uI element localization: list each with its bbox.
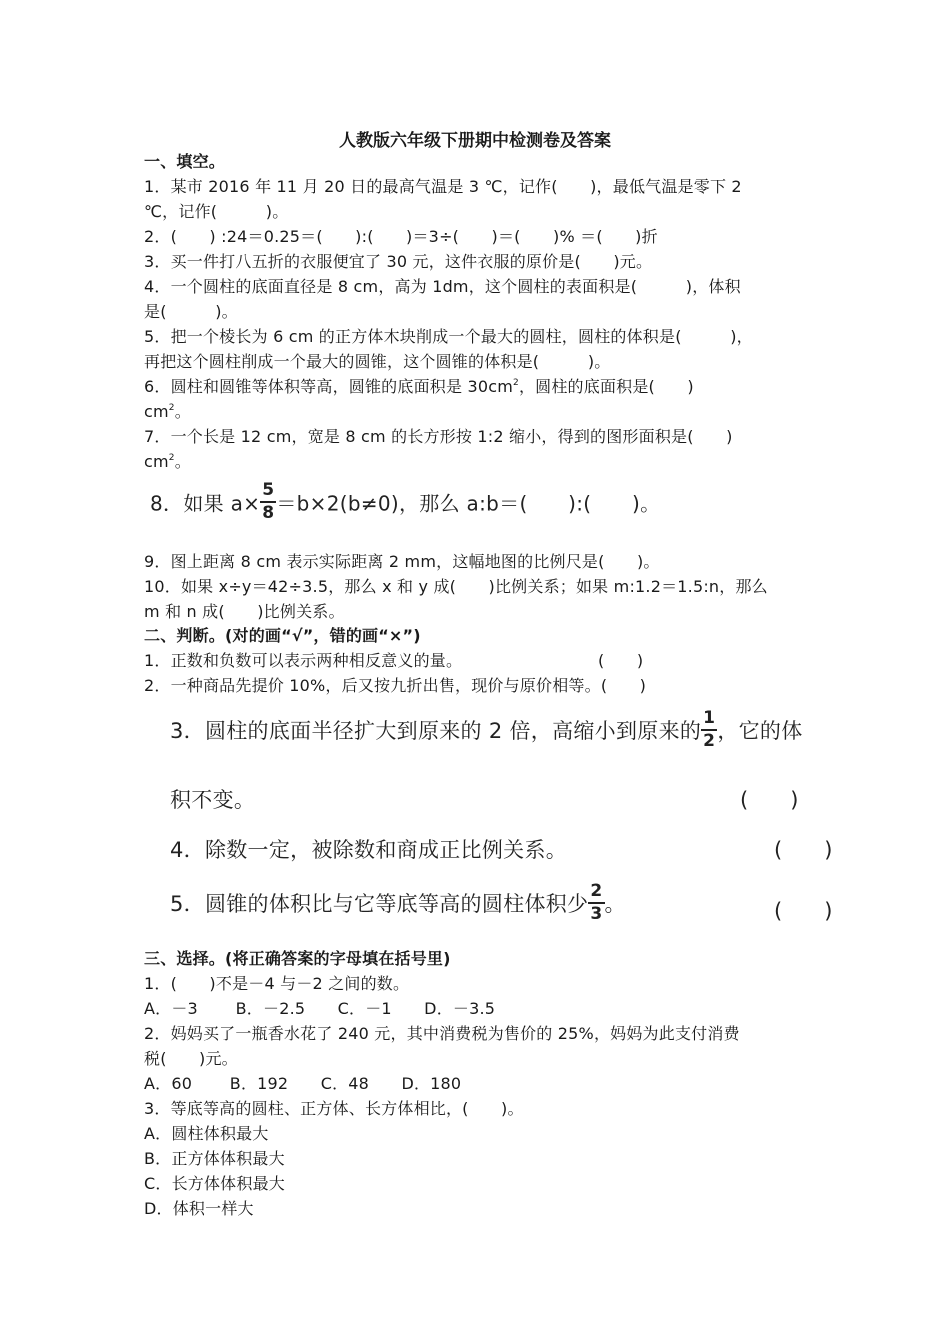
s3-line-5: A．60 B．192 C．48 D．180 (144, 1074, 462, 1093)
q5-frac-num: 2 (588, 883, 604, 904)
section3-heading: 三、选择。(将正确答案的字母填在括号里) (144, 949, 451, 968)
s2-q2: 2．一种商品先提价 10%，后又按九折出售，现价与原价相等。( ) (144, 676, 647, 695)
q8-fraction (260, 482, 276, 522)
q5-frac-den: 3 (590, 904, 603, 924)
s3-line-4: 税( )元。 (144, 1049, 238, 1068)
s1-q9: 9．图上距离 8 cm 表示实际距离 2 mm，这幅地图的比例尺是( )。 (144, 552, 660, 571)
s3-line-2: A．－3 B．－2.5 C．－1 D．－3.5 (144, 999, 496, 1018)
s2-q3-paren: ( ) (740, 788, 799, 812)
section2-heading: 二、判断。(对的画“√”，错的画“×”) (144, 626, 421, 645)
s1-q7-line2 (144, 450, 191, 474)
s1-line-4: 3．买一件打八五折的衣服便宜了 30 元，这件衣服的原价是( )元。 (144, 252, 653, 271)
s1-line-3: 2．( ) :24＝0.25＝( ):( )＝3÷( )＝( )% ＝( )折 (144, 227, 658, 246)
s1-line-5: 4．一个圆柱的底面直径是 8 cm，高为 1dm，这个圆柱的表面积是( )，体积 (144, 277, 741, 296)
q5-fraction (588, 883, 604, 923)
s1-q10-line2: m 和 n 成( )比例关系。 (144, 602, 345, 621)
s3-line-7: A．圆柱体积最大 (144, 1124, 269, 1143)
s1-line-8: 再把这个圆柱削成一个最大的圆锥，这个圆锥的体积是( )。 (144, 352, 611, 371)
s2-q3-line2: 积不变。 (170, 788, 256, 812)
q5-suffix: 。 (604, 892, 626, 916)
s1-q7-line1: 7．一个长是 12 cm，宽是 8 cm 的长方形按 1:2 缩小，得到的图形面积是( ) (144, 427, 733, 446)
s1-line-2: ℃，记作( )。 (144, 202, 289, 221)
s3-line-6: 3．等底等高的圆柱、正方体、长方体相比，( )。 (144, 1099, 524, 1118)
s2-q1: 1．正数和负数可以表示两种相反意义的量。 (144, 651, 463, 670)
q7-end: 。 (174, 452, 191, 471)
s2-q3-line1 (170, 710, 803, 750)
s1-line-7: 5．把一个棱长为 6 cm 的正方体木块削成一个最大的圆柱，圆柱的体积是( )， (144, 327, 753, 346)
page-title: 人教版六年级下册期中检测卷及答案 (339, 131, 611, 151)
s1-line-1: 1．某市 2016 年 11 月 20 日的最高气温是 3 ℃，记作( )，最低气温是零下 2 (144, 177, 742, 196)
q8-frac-num: 5 (260, 482, 276, 503)
q6-unit: cm (144, 402, 169, 421)
q8-prefix: 8．如果 a× (150, 491, 261, 516)
s2-q5 (170, 883, 626, 923)
s3-line-10: D．体积一样大 (144, 1199, 254, 1218)
s1-q10-line1: 10．如果 x÷y＝42÷3.5，那么 x 和 y 成( )比例关系；如果 m:1.2＝1.5:n，那么 (144, 577, 768, 596)
q3-frac-num: 1 (701, 710, 717, 731)
s3-line-3: 2．妈妈买了一瓶香水花了 240 元，其中消费税为售价的 25%，妈妈为此支付消费 (144, 1024, 740, 1043)
s2-q1-paren: ( ) (598, 651, 644, 670)
q3-fraction (701, 710, 717, 750)
q6-text-b: ，圆柱的底面积是( ) (518, 377, 694, 396)
s2-q4: 4．除数一定，被除数和商成正比例关系。 (170, 838, 568, 862)
s3-line-8: B．正方体体积最大 (144, 1149, 285, 1168)
s3-line-9: C．长方体体积最大 (144, 1174, 285, 1193)
q5-prefix: 5．圆锥的体积比与它等底等高的圆柱体积少 (170, 892, 589, 916)
s1-line-6: 是( )。 (144, 302, 238, 321)
q6-sup-1: 2 (513, 378, 519, 388)
q8-suffix: ＝b×2(b≠0)，那么 a:b＝( ):( )。 (276, 491, 661, 516)
q6-end: 。 (174, 402, 191, 421)
q8-frac-den: 8 (262, 503, 275, 523)
q3-prefix: 3．圆柱的底面半径扩大到原来的 2 倍，高缩小到原来的 (170, 719, 702, 743)
section1-heading: 一、填空。 (144, 152, 226, 171)
q3-frac-den: 2 (703, 731, 716, 751)
q7-unit: cm (144, 452, 169, 471)
s1-q6-line2 (144, 400, 191, 424)
s2-q5-paren: ( ) (774, 899, 833, 923)
q3-suffix: ，它的体 (717, 719, 803, 743)
q6-text-a: 6．圆柱和圆锥等体积等高，圆锥的底面积是 30cm (144, 377, 514, 396)
s1-q6-line1 (144, 375, 694, 399)
s2-q4-paren: ( ) (774, 838, 833, 862)
q7-sup: 2 (168, 453, 175, 463)
s1-q8 (150, 482, 660, 522)
s3-line-1: 1．( )不是－4 与－2 之间的数。 (144, 974, 410, 993)
q6-sup-2: 2 (168, 403, 175, 413)
